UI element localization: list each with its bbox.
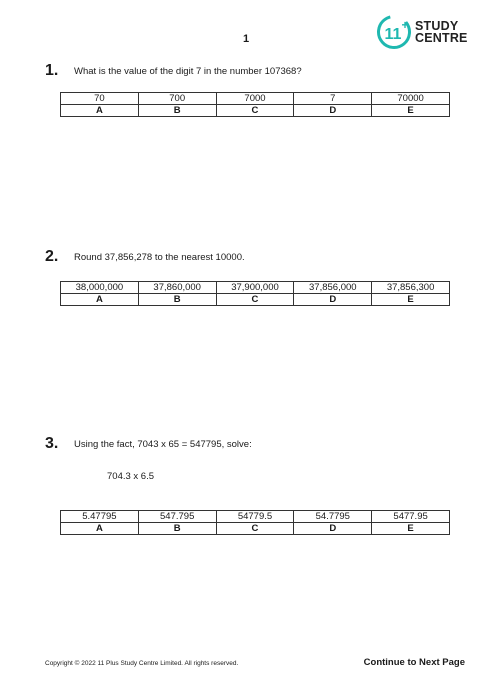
answer-option[interactable]: 70000	[372, 93, 450, 105]
answer-values-row	[61, 93, 450, 105]
answer-table-3	[60, 510, 450, 535]
answer-letter: E	[372, 523, 450, 535]
answer-letters-row	[61, 523, 450, 535]
answer-values-row	[61, 511, 450, 523]
question-number: 2.	[45, 248, 59, 265]
question-number: 3.	[45, 435, 59, 452]
answer-letters-row	[61, 294, 450, 306]
answer-table-2	[60, 281, 450, 306]
svg-text:+: +	[401, 18, 409, 32]
answer-option[interactable]: 37,856,000	[294, 282, 372, 294]
answer-values-row	[61, 282, 450, 294]
answer-table-1	[60, 92, 450, 117]
question-text: Round 37,856,278 to the nearest 10000.	[74, 252, 245, 263]
answer-letters-row	[61, 105, 450, 117]
answer-letter: B	[138, 523, 216, 535]
question-text: What is the value of the digit 7 in the number 107368?	[74, 66, 302, 77]
answer-option[interactable]: 547.795	[138, 511, 216, 523]
question-subtext: 704.3 x 6.5	[107, 471, 155, 482]
continue-next-page-label: Continue to Next Page	[363, 657, 465, 668]
answer-letter: B	[138, 105, 216, 117]
answer-letter: C	[216, 523, 294, 535]
answer-letter: A	[61, 105, 139, 117]
answer-option[interactable]: 700	[138, 93, 216, 105]
answer-option[interactable]: 38,000,000	[61, 282, 139, 294]
answer-letter: B	[138, 294, 216, 306]
answer-letter: D	[294, 523, 372, 535]
page-number: 1	[242, 33, 250, 45]
question-text: Using the fact, 7043 x 65 = 547795, solve:	[74, 439, 252, 450]
logo-wordmark	[415, 20, 468, 44]
answer-letter: E	[372, 105, 450, 117]
answer-option[interactable]: 70	[61, 93, 139, 105]
answer-letter: D	[294, 105, 372, 117]
answer-option[interactable]: 5477.95	[372, 511, 450, 523]
answer-letter: D	[294, 294, 372, 306]
question-number: 1.	[45, 62, 59, 79]
answer-letter: A	[61, 523, 139, 535]
answer-option[interactable]: 37,856,300	[372, 282, 450, 294]
copyright-notice: Copyright © 2022 11 Plus Study Centre Limited. All rights reserved.	[45, 660, 239, 667]
answer-letter: A	[61, 294, 139, 306]
answer-option[interactable]: 7000	[216, 93, 294, 105]
logo-line-1: STUDY	[415, 19, 459, 33]
answer-letter: C	[216, 294, 294, 306]
answer-option[interactable]: 37,860,000	[138, 282, 216, 294]
answer-option[interactable]: 54.7795	[294, 511, 372, 523]
logo-line-2: CENTRE	[415, 31, 468, 45]
answer-option[interactable]: 37,900,000	[216, 282, 294, 294]
answer-letter: E	[372, 294, 450, 306]
answer-option[interactable]: 7	[294, 93, 372, 105]
svg-text:11: 11	[384, 26, 402, 43]
answer-option[interactable]: 5.47795	[61, 511, 139, 523]
answer-letter: C	[216, 105, 294, 117]
eleven-plus-logo-icon	[376, 14, 412, 50]
study-centre-logo	[376, 14, 468, 50]
answer-option[interactable]: 54779.5	[216, 511, 294, 523]
